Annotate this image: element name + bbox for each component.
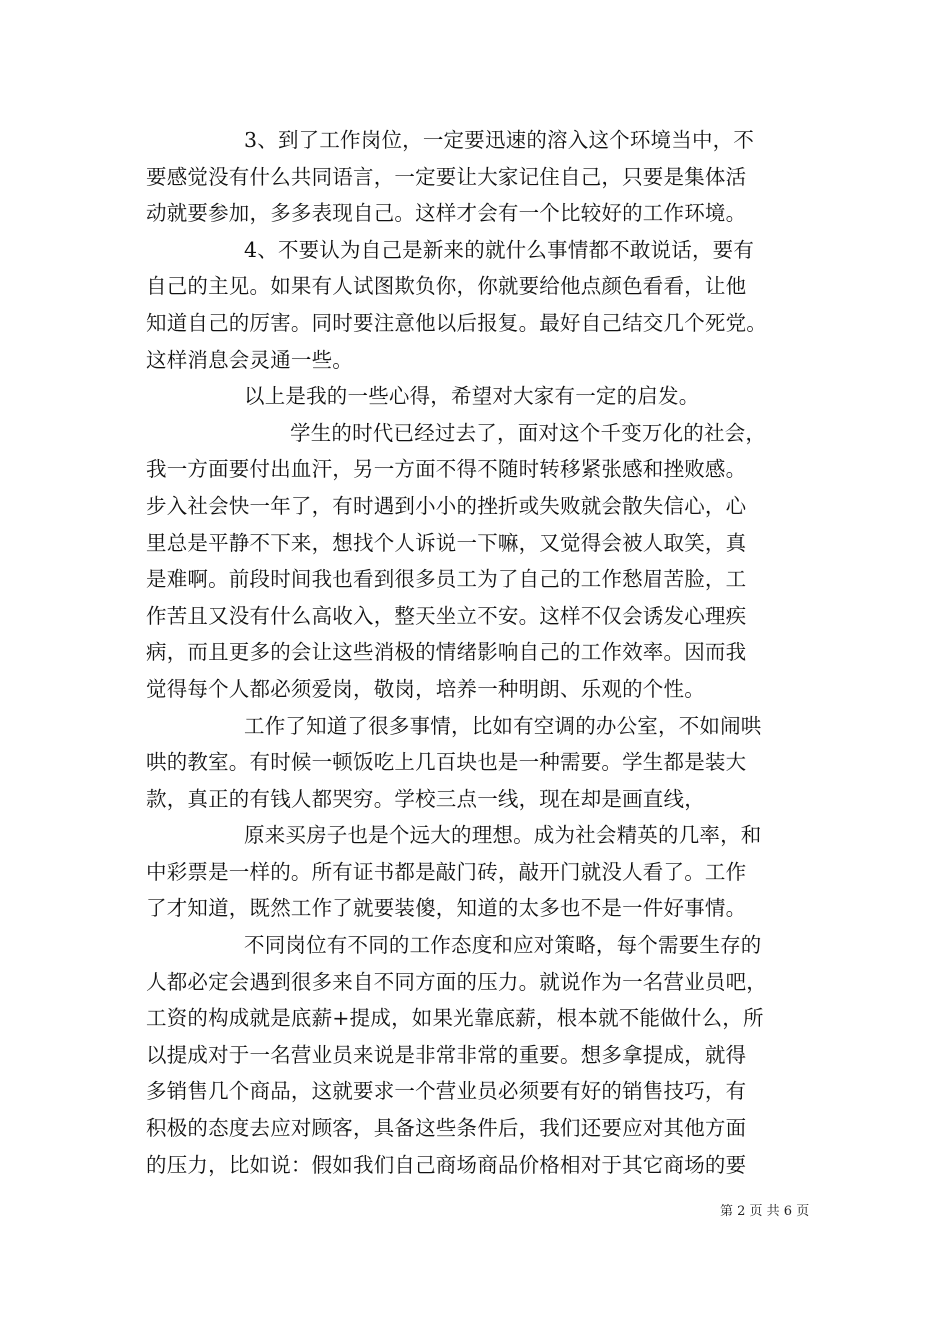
paragraph-line: 步入社会快一年了，有时遇到小小的挫折或失败就会散失信心，心 [146,493,747,518]
paragraph-line: 的压力，比如说：假如我们自己商场商品价格相对于其它商场的要 [146,1152,747,1177]
paragraph-line: 这样消息会灵通一些。 [146,347,353,372]
paragraph-line: 工作了知道了很多事情，比如有空调的办公室，不如闹哄 [244,713,762,738]
body-text [146,122,808,1183]
paragraph-line: 自己的主见。如果有人试图欺负你，你就要给他点颜色看看，让他 [146,274,747,299]
paragraph-line: 了才知道，既然工作了就要装傻，知道的太多也不是一件好事情。 [146,896,747,921]
paragraph-line: 以提成对于一名营业员来说是非常非常的重要。想多拿提成，就得 [146,1042,747,1067]
paragraph-line: 3、到了工作岗位，一定要迅速的溶入这个环境当中，不 [244,128,755,152]
paragraph-line: 是难啊。前段时间我也看到很多员工为了自己的工作愁眉苦脸，工 [146,567,747,592]
paragraph-line: 款，真正的有钱人都哭穷。学校三点一线，现在却是画直线， [146,786,705,811]
paragraph-line: 我一方面要付出血汗，另一方面不得不随时转移紧张感和挫败感。 [146,457,747,482]
paragraph-line: 动就要参加，多多表现自己。这样才会有一个比较好的工作环境。 [146,201,747,226]
paragraph-line: 觉得每个人都必须爱岗，敬岗，培养一种明朗、乐观的个性。 [146,676,705,701]
paragraph-line: 4、不要认为自己是新来的就什么事情都不敢说话，要有 [244,237,755,262]
paragraph-line: 作苦且又没有什么高收入，整天坐立不安。这样不仅会诱发心理疾 [146,603,747,628]
paragraph-line: 不同岗位有不同的工作态度和应对策略，每个需要生存的 [244,933,762,958]
paragraph-line: 要感觉没有什么共同语言，一定要让大家记住自己，只要是集体活 [146,164,747,189]
paragraph-line: 工资的构成就是底薪+提成，如果光靠底薪，根本就不能做什么，所 [146,1006,764,1031]
paragraph-line: 多销售几个商品，这就要求一个营业员必须要有好的销售技巧，有 [146,1079,747,1104]
paragraph-line: 里总是平静不下来，想找个人诉说一下嘛，又觉得会被人取笑，真 [146,530,747,555]
paragraph-line: 人都必定会遇到很多来自不同方面的压力。就说作为一名营业员吧， [146,969,767,994]
paragraph-line: 以上是我的一些心得，希望对大家有一定的启发。 [244,384,700,409]
paragraph-line: 中彩票是一样的。所有证书都是敲门砖，敲开门就没人看了。工作 [146,859,747,884]
paragraph-line: 积极的态度去应对顾客，具备这些条件后，我们还要应对其他方面 [146,1116,747,1141]
page-number-footer: 第 2 页 共 6 页 [720,1204,810,1219]
paragraph-line: 病，而且更多的会让这些消极的情绪影响自己的工作效率。因而我 [146,640,747,665]
paragraph-line: 学生的时代已经过去了，面对这个千变万化的社会， [290,420,767,445]
paragraph-line: 哄的教室。有时候一顿饭吃上几百块也是一种需要。学生都是装大 [146,750,747,775]
paragraph-line: 知道自己的厉害。同时要注意他以后报复。最好自己结交几个死党。 [146,310,767,335]
paragraph-line: 原来买房子也是个远大的理想。成为社会精英的几率，和 [244,823,762,848]
